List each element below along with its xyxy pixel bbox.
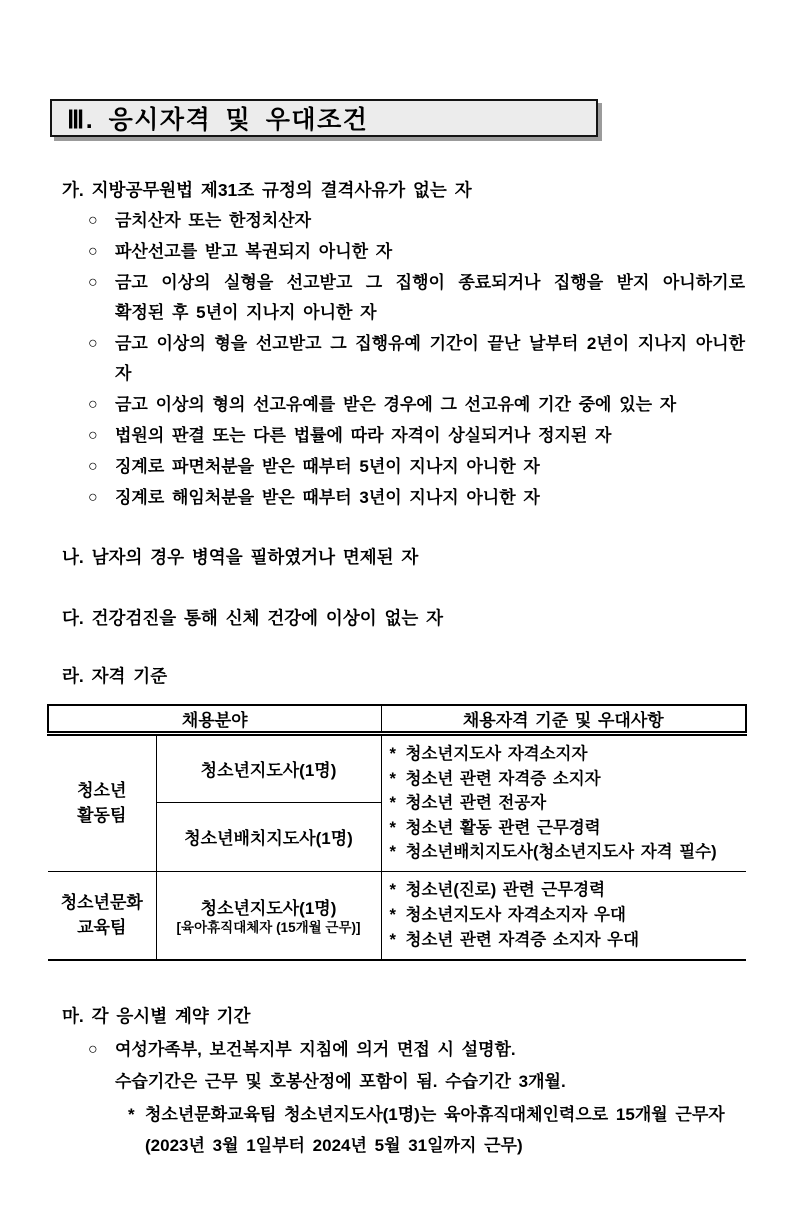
criteria-text: 청소년 활동 관련 근무경력: [405, 818, 601, 837]
criteria-item: [390, 840, 743, 865]
list-item: [88, 237, 745, 267]
team-name-line: 청소년문화: [60, 893, 143, 912]
replacement-note-text: 청소년문화교육팀 청소년지도사(1명)는 육아휴직대체인력으로 15개월 근무자: [145, 1104, 725, 1124]
criteria-text: 청소년(진로) 관련 근무경력: [405, 880, 606, 899]
star-bullet-icon: *: [389, 905, 396, 924]
section-ga: [47, 175, 745, 513]
team-cell-youth-activity: [48, 734, 156, 872]
team-name-line: 교육팀: [77, 918, 127, 937]
list-item: [88, 421, 745, 451]
section-ra-heading: 라. 자격 기준: [62, 666, 168, 686]
work-period-note: (2023년 3월 1일부터 2024년 5월 31일까지 근무): [145, 1135, 523, 1155]
qualification-table: [47, 704, 747, 961]
circle-bullet-icon: ○: [88, 427, 98, 444]
table-row: [48, 734, 746, 803]
list-item-text: 금고 이상의 실형을 선고받고 그 집행이 종료되거나 집행을 받지 아니하기로 확정된 후 5년이 지나지 아니한 자: [115, 273, 745, 322]
criteria-item: [390, 791, 743, 816]
team-name-line: 청소년: [77, 781, 127, 801]
criteria-text: 청소년지도사 자격소지자 우대: [405, 905, 626, 924]
star-bullet-icon: *: [389, 930, 396, 949]
position-name: 청소년지도사(1명): [200, 899, 337, 918]
criteria-item: [390, 903, 743, 928]
list-item-text: 여성가족부, 보건복지부 지침에 의거 면접 시 설명함.: [115, 1039, 516, 1059]
list-item: [88, 390, 745, 420]
position-note: [육아휴직대체자 (15개월 근무)]: [176, 920, 361, 935]
criteria-item: [390, 767, 743, 792]
document-content: [47, 175, 745, 1161]
criteria-item: [390, 742, 743, 767]
team-name-line: 활동팀: [77, 806, 127, 826]
position-name: 청소년배치지도사(1명): [184, 829, 353, 849]
circle-bullet-icon: ○: [88, 1040, 98, 1058]
list-item: [88, 268, 745, 328]
list-item: [88, 483, 745, 513]
section-da-heading: 다. 건강검진을 통해 신체 건강에 이상이 없는 자: [62, 608, 444, 628]
circle-bullet-icon: ○: [88, 243, 98, 260]
list-item-text: 금고 이상의 형을 선고받고 그 집행유예 기간이 끝난 날부터 2년이 지나지 아니한 자: [115, 334, 745, 383]
criteria-item: [390, 816, 743, 841]
list-item-text: 금고 이상의 형의 선고유예를 받은 경우에 그 선고유예 기간 중에 있는 자: [115, 395, 677, 414]
list-item: [88, 329, 745, 389]
list-item-text: 법원의 판결 또는 다른 법률에 따라 자격이 상실되거나 정지된 자: [115, 426, 612, 445]
section-title: Ⅲ. 응시자격 및 우대조건: [67, 106, 369, 134]
position-name: 청소년지도사(1명): [200, 761, 337, 781]
criteria-cell: [381, 871, 746, 960]
list-item: [88, 206, 745, 236]
team-cell-youth-culture: [48, 871, 156, 960]
star-bullet-icon: *: [128, 1104, 135, 1124]
criteria-text: 청소년 관련 자격증 소지자 우대: [405, 930, 640, 949]
star-bullet-icon: *: [389, 843, 396, 861]
position-cell: [156, 802, 381, 871]
circle-bullet-icon: ○: [88, 458, 98, 475]
header-criteria: 채용자격 기준 및 우대사항: [381, 705, 746, 734]
section-title-box: [50, 99, 598, 137]
probation-note: 수습기간은 근무 및 호봉산정에 포함이 됨. 수습기간 3개월.: [115, 1071, 566, 1091]
table-header-row: [48, 705, 746, 734]
replacement-note: [128, 1099, 745, 1131]
criteria-text: 청소년배치지도사(청소년지도사 자격 필수): [405, 843, 717, 861]
list-item-text: 금치산자 또는 한정치산자: [115, 211, 312, 230]
position-cell: [156, 734, 381, 803]
list-item: [88, 452, 745, 482]
criteria-text: 청소년 관련 전공자: [405, 794, 547, 812]
section-na-heading: 나. 남자의 경우 병역을 필하였거나 면제된 자: [62, 547, 419, 567]
section-ma: [47, 1001, 745, 1161]
list-item-text: 징계로 파면처분을 받은 때부터 5년이 지나지 아니한 자: [115, 457, 540, 476]
criteria-item: [390, 928, 743, 953]
circle-bullet-icon: ○: [88, 212, 98, 229]
circle-bullet-icon: ○: [88, 274, 98, 291]
star-bullet-icon: *: [389, 880, 396, 899]
star-bullet-icon: *: [389, 769, 396, 788]
position-cell: [156, 871, 381, 960]
criteria-cell: [381, 734, 746, 872]
circle-bullet-icon: ○: [88, 489, 98, 506]
table-row: [48, 871, 746, 960]
criteria-text: 청소년 관련 자격증 소지자: [405, 769, 601, 788]
star-bullet-icon: *: [389, 745, 396, 763]
star-bullet-icon: *: [389, 794, 396, 812]
section-ga-heading: 가. 지방공무원법 제31조 규정의 결격사유가 없는 자: [62, 180, 472, 200]
document-page: [0, 99, 793, 1220]
list-item: [88, 1035, 745, 1065]
circle-bullet-icon: ○: [88, 335, 98, 352]
section-ma-heading: 마. 각 응시별 계약 기간: [62, 1005, 251, 1026]
criteria-text: 청소년지도사 자격소지자: [405, 745, 588, 763]
header-recruit-field: 채용분야: [48, 705, 381, 734]
star-bullet-icon: *: [389, 818, 396, 837]
circle-bullet-icon: ○: [88, 396, 98, 413]
list-item-text: 파산선고를 받고 복권되지 아니한 자: [115, 242, 393, 261]
criteria-item: [390, 878, 743, 903]
list-item-text: 징계로 해임처분을 받은 때부터 3년이 지나지 아니한 자: [115, 488, 540, 507]
